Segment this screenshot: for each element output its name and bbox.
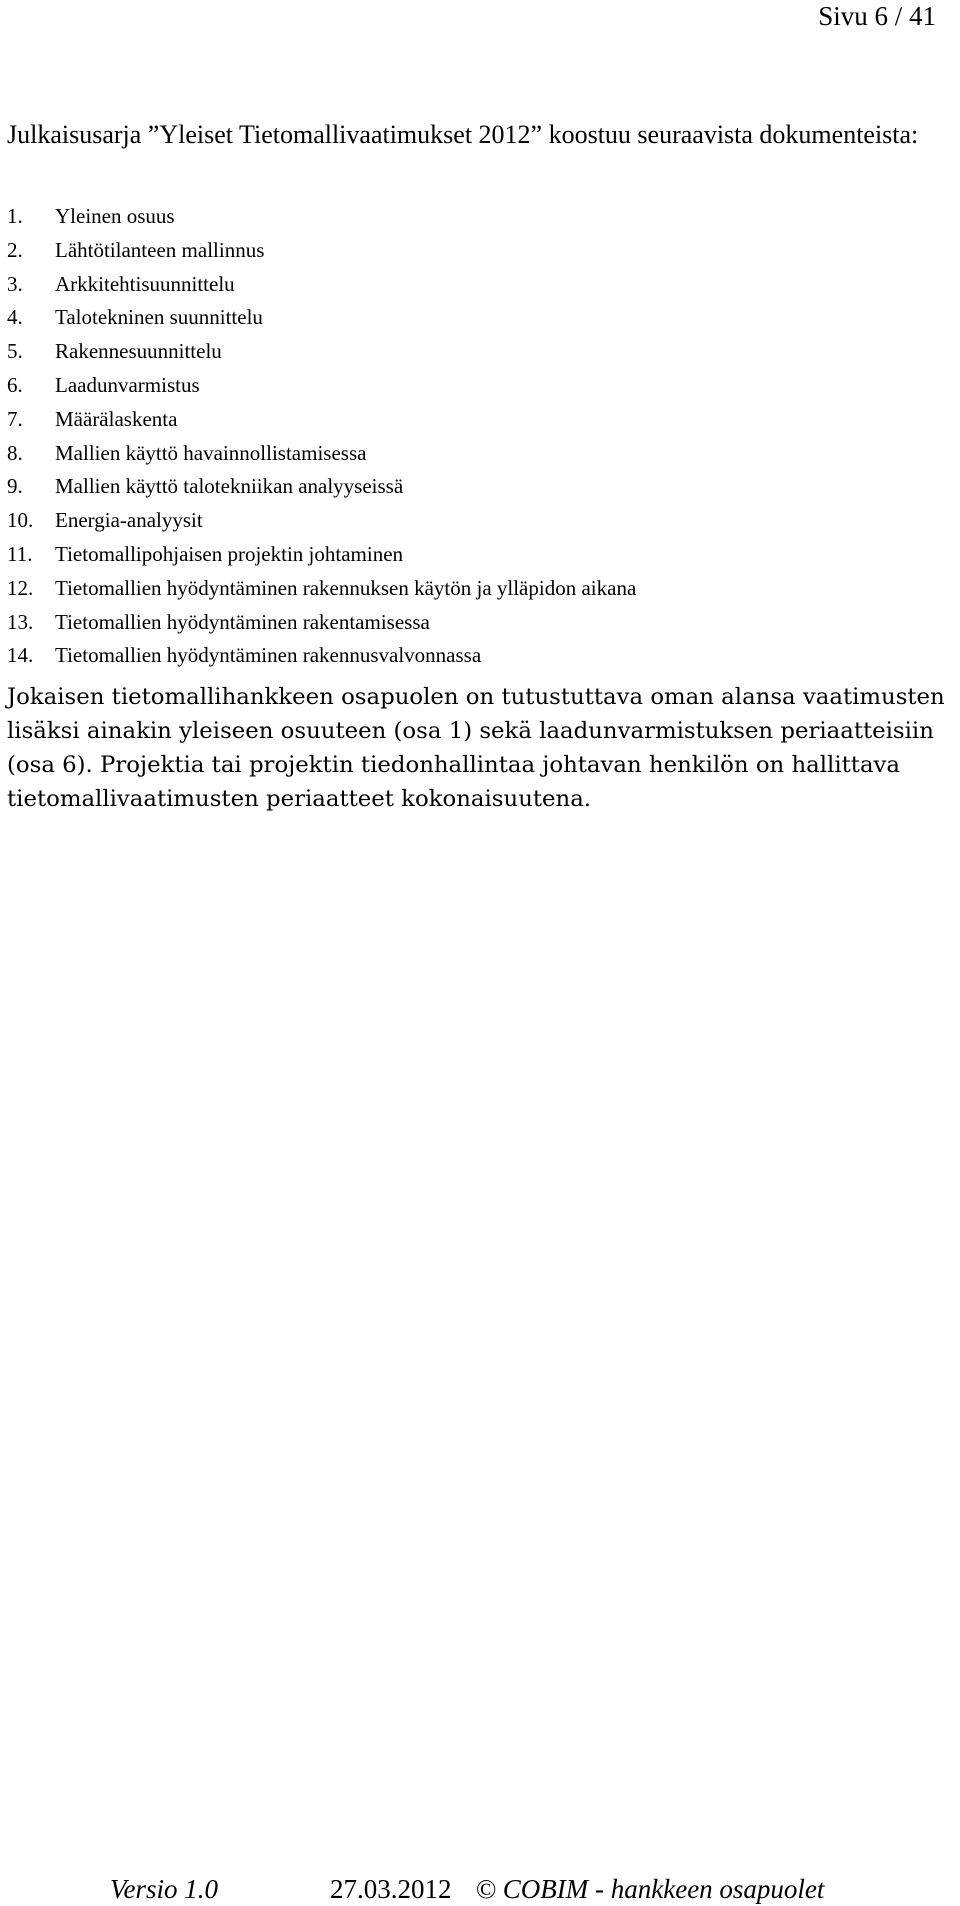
list-item-label: Laadunvarmistus xyxy=(55,372,200,397)
list-item xyxy=(7,639,947,673)
list-item-label: Talotekninen suunnittelu xyxy=(55,305,263,330)
list-item-number: 3. xyxy=(7,271,23,296)
list-item-label: Lähtötilanteen mallinnus xyxy=(55,237,265,262)
list-item-number: 8. xyxy=(7,440,23,465)
footer-copyright: © COBIM - hankkeen osapuolet xyxy=(475,1874,825,1904)
list-item xyxy=(7,538,947,572)
list-item-label: Määrälaskenta xyxy=(55,406,178,431)
page-number: Sivu 6 / 41 xyxy=(818,1,936,31)
list-item-label: Tietomallien hyödyntäminen rakentamisessa xyxy=(55,609,430,634)
body-paragraph: Jokaisen tietomallihankkeen osapuolen on tutustuttava oman alansa vaatimusten lisäksi ainakin yleiseen osuuteen (osa 1) sekä laadunvarmistuksen periaatteisiin (osa 6). Projektia tai projektin tiedonhallintaa johtavan henkilön on hallittava tietomallivaatimusten periaatteet kokonaisuutena. xyxy=(7,684,945,812)
footer-version: Versio 1.0 xyxy=(110,1874,218,1904)
list-item-number: 1. xyxy=(7,204,23,228)
list-item-label: Energia-analyysit xyxy=(55,508,203,533)
list-item-number: 5. xyxy=(7,339,23,364)
list-item xyxy=(7,606,947,640)
list-item xyxy=(7,369,947,403)
list-item xyxy=(7,268,947,302)
list-item-number: 6. xyxy=(7,372,23,397)
list-item-number: 9. xyxy=(7,474,23,499)
list-item-number: 7. xyxy=(7,406,23,431)
list-item-number: 11. xyxy=(7,541,33,566)
list-item-number: 2. xyxy=(7,237,23,262)
list-item xyxy=(7,200,947,234)
list-item-number: 14. xyxy=(7,643,34,668)
list-item xyxy=(7,437,947,471)
list-item-label: Rakennesuunnittelu xyxy=(55,339,222,364)
list-item-number: 12. xyxy=(7,575,34,600)
list-item-label: Tietomallien hyödyntäminen rakennuksen käytön ja ylläpidon aikana xyxy=(55,575,637,600)
list-item xyxy=(7,504,947,538)
document-list xyxy=(7,200,947,673)
list-item xyxy=(7,234,947,268)
list-item xyxy=(7,470,947,504)
list-item-label: Mallien käyttö havainnollistamisessa xyxy=(55,440,367,465)
list-item xyxy=(7,335,947,369)
footer-date: 27.03.2012 xyxy=(330,1874,452,1904)
list-item-number: 4. xyxy=(7,305,23,330)
list-item xyxy=(7,403,947,437)
list-item-number: 10. xyxy=(7,508,34,533)
list-item xyxy=(7,301,947,335)
list-item-label: Tietomallien hyödyntäminen rakennusvalvonnassa xyxy=(55,643,482,668)
list-item xyxy=(7,572,947,606)
list-item-label: Yleinen osuus xyxy=(55,204,175,228)
list-item-number: 13. xyxy=(7,609,34,634)
intro-paragraph: Julkaisusarja ”Yleiset Tietomallivaatimukset 2012” koostuu seuraavista dokumenteista: xyxy=(7,120,919,149)
list-item-label: Tietomallipohjaisen projektin johtaminen xyxy=(55,541,404,566)
list-item-label: Arkkitehtisuunnittelu xyxy=(55,271,235,296)
list-item-label: Mallien käyttö talotekniikan analyyseissä xyxy=(55,474,404,499)
page-footer xyxy=(110,1872,930,1906)
